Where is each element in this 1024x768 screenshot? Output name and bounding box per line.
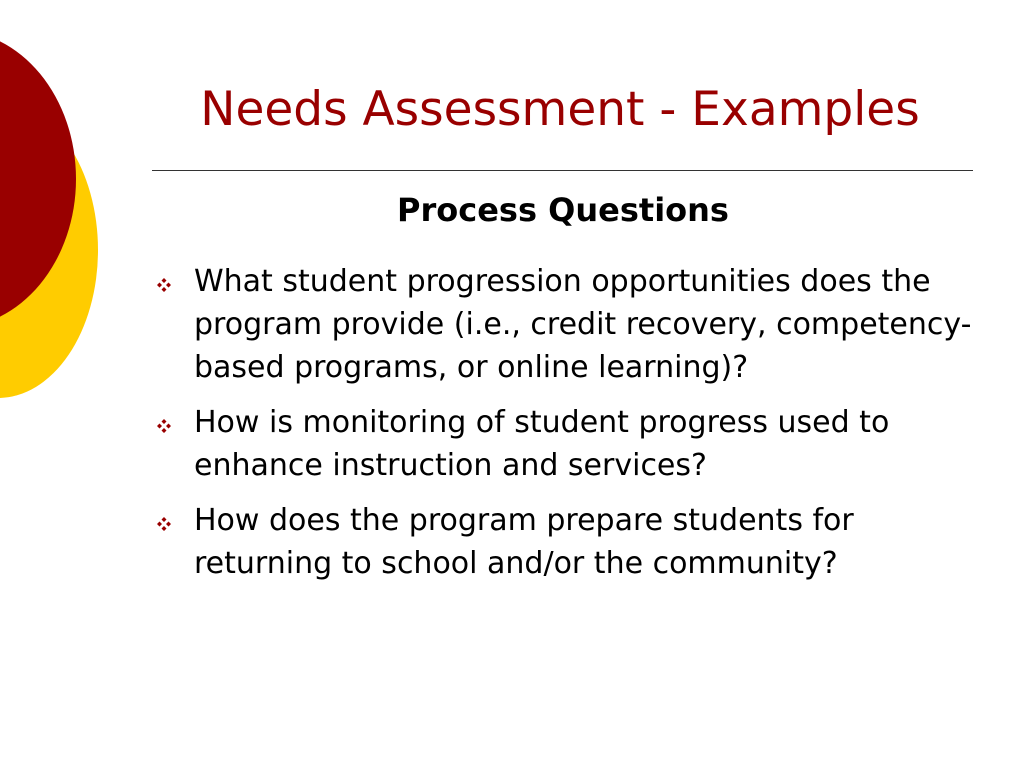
bullet-item bbox=[152, 499, 972, 585]
bullet-text: How does the program prepare students for returning to school and/or the community? bbox=[194, 503, 854, 581]
four-diamond-bullet-icon bbox=[156, 516, 172, 532]
bullet-text: What student progression opportunities does the program provide (i.e., credit recovery, competency-based programs, or online learning)? bbox=[194, 264, 972, 385]
bullet-item bbox=[152, 260, 972, 389]
four-diamond-bullet-icon bbox=[156, 277, 172, 293]
bullet-list bbox=[152, 260, 972, 597]
bullet-item bbox=[152, 401, 972, 487]
title-divider bbox=[152, 170, 973, 171]
bullet-text: How is monitoring of student progress used to enhance instruction and services? bbox=[194, 405, 890, 483]
four-diamond-bullet-icon bbox=[156, 418, 172, 434]
section-heading: Process Questions bbox=[397, 191, 729, 229]
slide-title: Needs Assessment - Examples bbox=[200, 82, 920, 137]
